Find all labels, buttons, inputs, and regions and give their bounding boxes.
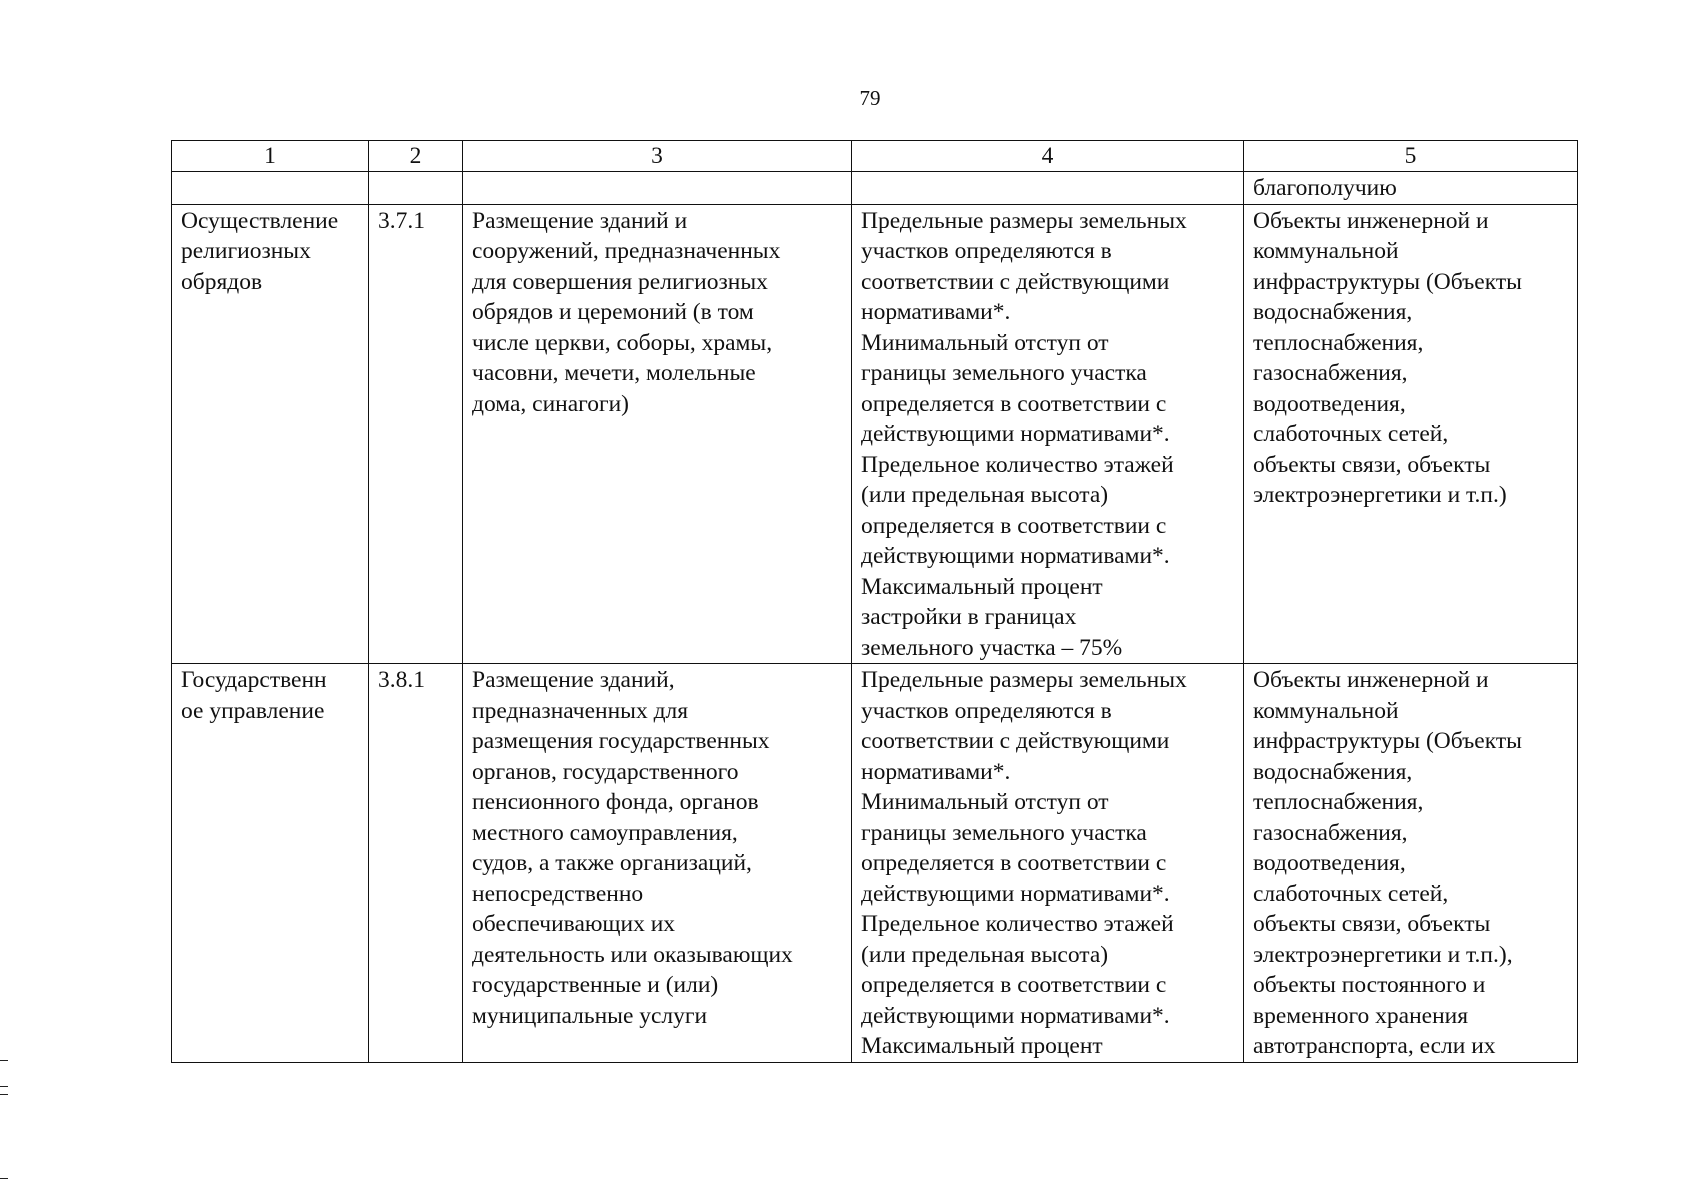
table-row [172, 664, 1578, 1063]
column-number-5: 5 [1244, 141, 1578, 172]
column-number-4: 4 [852, 141, 1244, 172]
page-number: 79 [859, 86, 881, 110]
scan-margin-mark [0, 1178, 8, 1179]
land-use-name: Государственн ое управление [172, 664, 369, 1063]
scan-margin-mark [0, 1060, 8, 1061]
scan-margin-mark [0, 1094, 8, 1095]
building-parameters: Предельные размеры земельных участков определяются в соответствии с действующими нормативами*. Минимальный отступ от границы земельного участка определяется в соответствии с действующими нормативами*. Предельное количество этажей (или предельная высота) определяется в соответствии с действующими нормативами*. Максимальный процент застройки в границах земельного участка – 75% [852, 204, 1244, 664]
column-number-1: 1 [172, 141, 369, 172]
land-use-description: Размещение зданий, предназначенных для размещения государственных органов, государственного пенсионного фонда, органов местного самоуправления, судов, а также организаций, непосредственно обеспечивающих их деятельность или оказывающих государственные и (или) муниципальные услуги [463, 664, 852, 1063]
land-use-code: 3.8.1 [369, 664, 463, 1063]
column-number-row [172, 141, 1578, 172]
land-use-code: 3.7.1 [369, 204, 463, 664]
land-use-name: Осуществление религиозных обрядов [172, 204, 369, 664]
column-number-2: 2 [369, 141, 463, 172]
auxiliary-uses: Объекты инженерной и коммунальной инфраструктуры (Объекты водоснабжения, теплоснабжения, газоснабжения, водоотведения, слаботочных сетей, объекты связи, объекты электроэнергетики и т.п.) [1244, 204, 1578, 664]
empty-cell [172, 172, 369, 205]
continuation-text: благополучию [1244, 172, 1578, 205]
table-row [172, 204, 1578, 664]
building-parameters: Предельные размеры земельных участков определяются в соответствии с действующими нормативами*. Минимальный отступ от границы земельного участка определяется в соответствии с действующими нормативами*. Предельное количество этажей (или предельная высота) определяется в соответствии с действующими нормативами*. Максимальный процент [852, 664, 1244, 1063]
empty-cell [463, 172, 852, 205]
auxiliary-uses: Объекты инженерной и коммунальной инфраструктуры (Объекты водоснабжения, теплоснабжения, газоснабжения, водоотведения, слаботочных сетей, объекты связи, объекты электроэнергетики и т.п.), объекты постоянного и временного хранения автотранспорта, если их [1244, 664, 1578, 1063]
scan-margin-mark [0, 1086, 8, 1087]
land-use-table [171, 140, 1578, 1063]
continuation-row [172, 172, 1578, 205]
empty-cell [852, 172, 1244, 205]
column-number-3: 3 [463, 141, 852, 172]
empty-cell [369, 172, 463, 205]
land-use-description: Размещение зданий и сооружений, предназначенных для совершения религиозных обрядов и церемоний (в том числе церкви, соборы, храмы, часовни, мечети, молельные дома, синагоги) [463, 204, 852, 664]
